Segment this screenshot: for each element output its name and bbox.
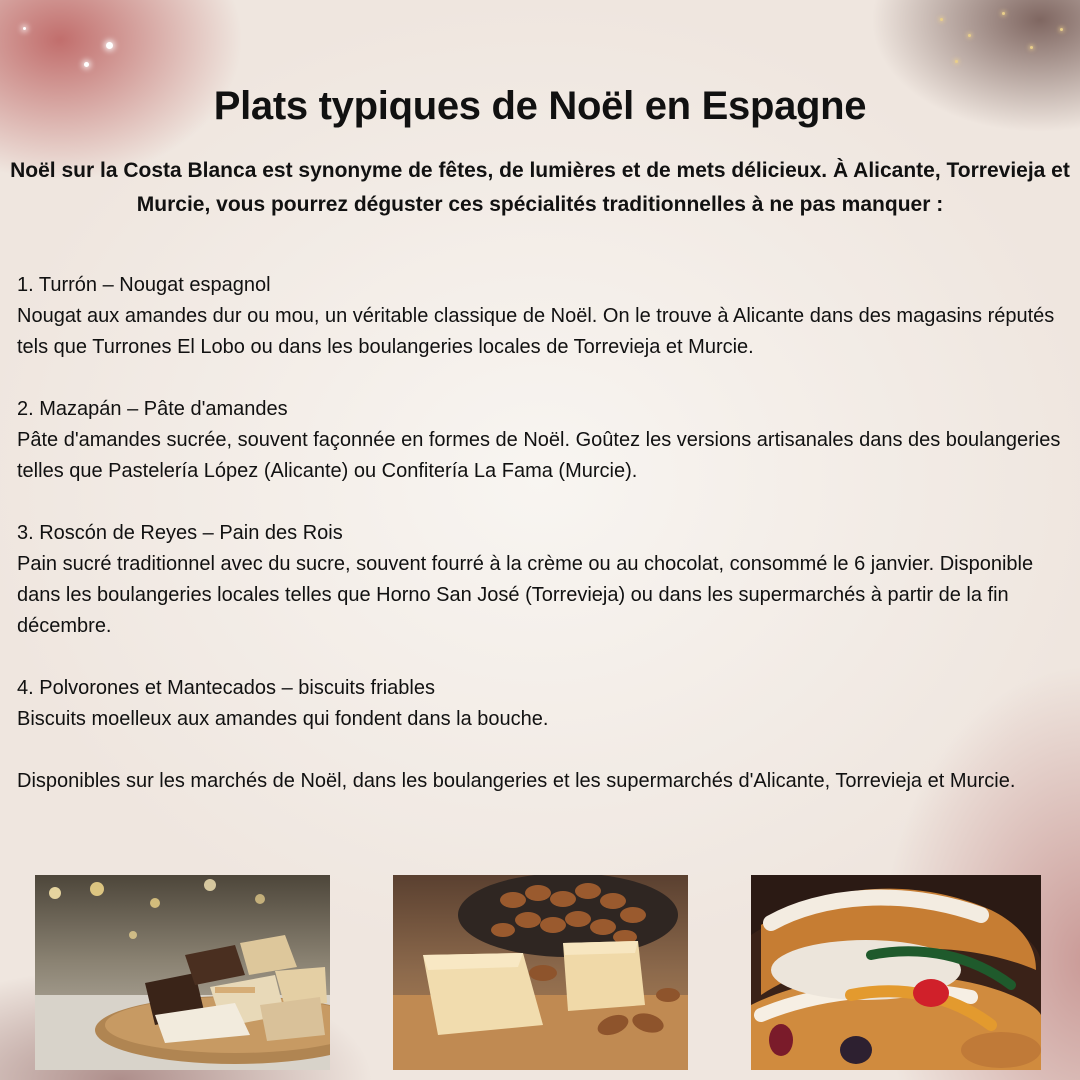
dish-item-polvorones (17, 673, 1067, 735)
dish-heading: 1. Turrón – Nougat espagnol (17, 274, 271, 296)
sparkle (106, 42, 113, 49)
dish-item-turron (17, 270, 1067, 363)
dish-heading: 2. Mazapán – Pâte d'amandes (17, 398, 288, 420)
sparkle (84, 62, 89, 67)
dish-description: Pâte d'amandes sucrée, souvent façonnée en formes de Noël. Goûtez les versions artisanales dans des boulangeries telles que Pastelería López (Alicante) ou Confitería La Fama (Murcie). (17, 429, 1061, 482)
dish-heading: 4. Polvorones et Mantecados – biscuits friables (17, 677, 435, 699)
sparkle (1060, 28, 1063, 31)
dish-description: Biscuits moelleux aux amandes qui fondent dans la bouche. (17, 708, 549, 730)
sparkle (1030, 46, 1033, 49)
sparkle (23, 27, 26, 30)
sparkle (1002, 12, 1005, 15)
dish-list (17, 270, 1067, 797)
sparkle (955, 60, 958, 63)
turron-nougat-photo (35, 875, 330, 1070)
sparkle (968, 34, 971, 37)
dish-item-mazapan (17, 394, 1067, 487)
roscon-de-reyes-photo (751, 875, 1041, 1070)
dish-description: Nougat aux amandes dur ou mou, un véritable classique de Noël. On le trouve à Alicante dans des magasins réputés tels que Turrones El Lobo ou dans les boulangeries locales de Torrevieja et Murcie. (17, 305, 1055, 358)
dish-description: Pain sucré traditionnel avec du sucre, souvent fourré à la crème ou au chocolat, consommé le 6 janvier. Disponible dans les boulangeries locales telles que Horno San José (Torrevieja) ou dans les supermarchés à partir de la fin décembre. (17, 553, 1034, 637)
page-title: Plats typiques de Noël en Espagne (213, 84, 867, 128)
dish-item-roscon (17, 518, 1067, 642)
mazapan-almonds-photo (393, 875, 688, 1070)
dish-heading: 3. Roscón de Reyes – Pain des Rois (17, 522, 343, 544)
intro-text: Noël sur la Costa Blanca est synonyme de fêtes, de lumières et de mets délicieux. À Alicante, Torrevieja et Murcie, vous pourrez déguster ces spécialités traditionnelles à ne pas manquer : (10, 159, 1070, 216)
footer-text: Disponibles sur les marchés de Noël, dans les boulangeries et les supermarchés d'Alicante, Torrevieja et Murcie. (17, 770, 1016, 792)
sparkle (940, 18, 943, 21)
